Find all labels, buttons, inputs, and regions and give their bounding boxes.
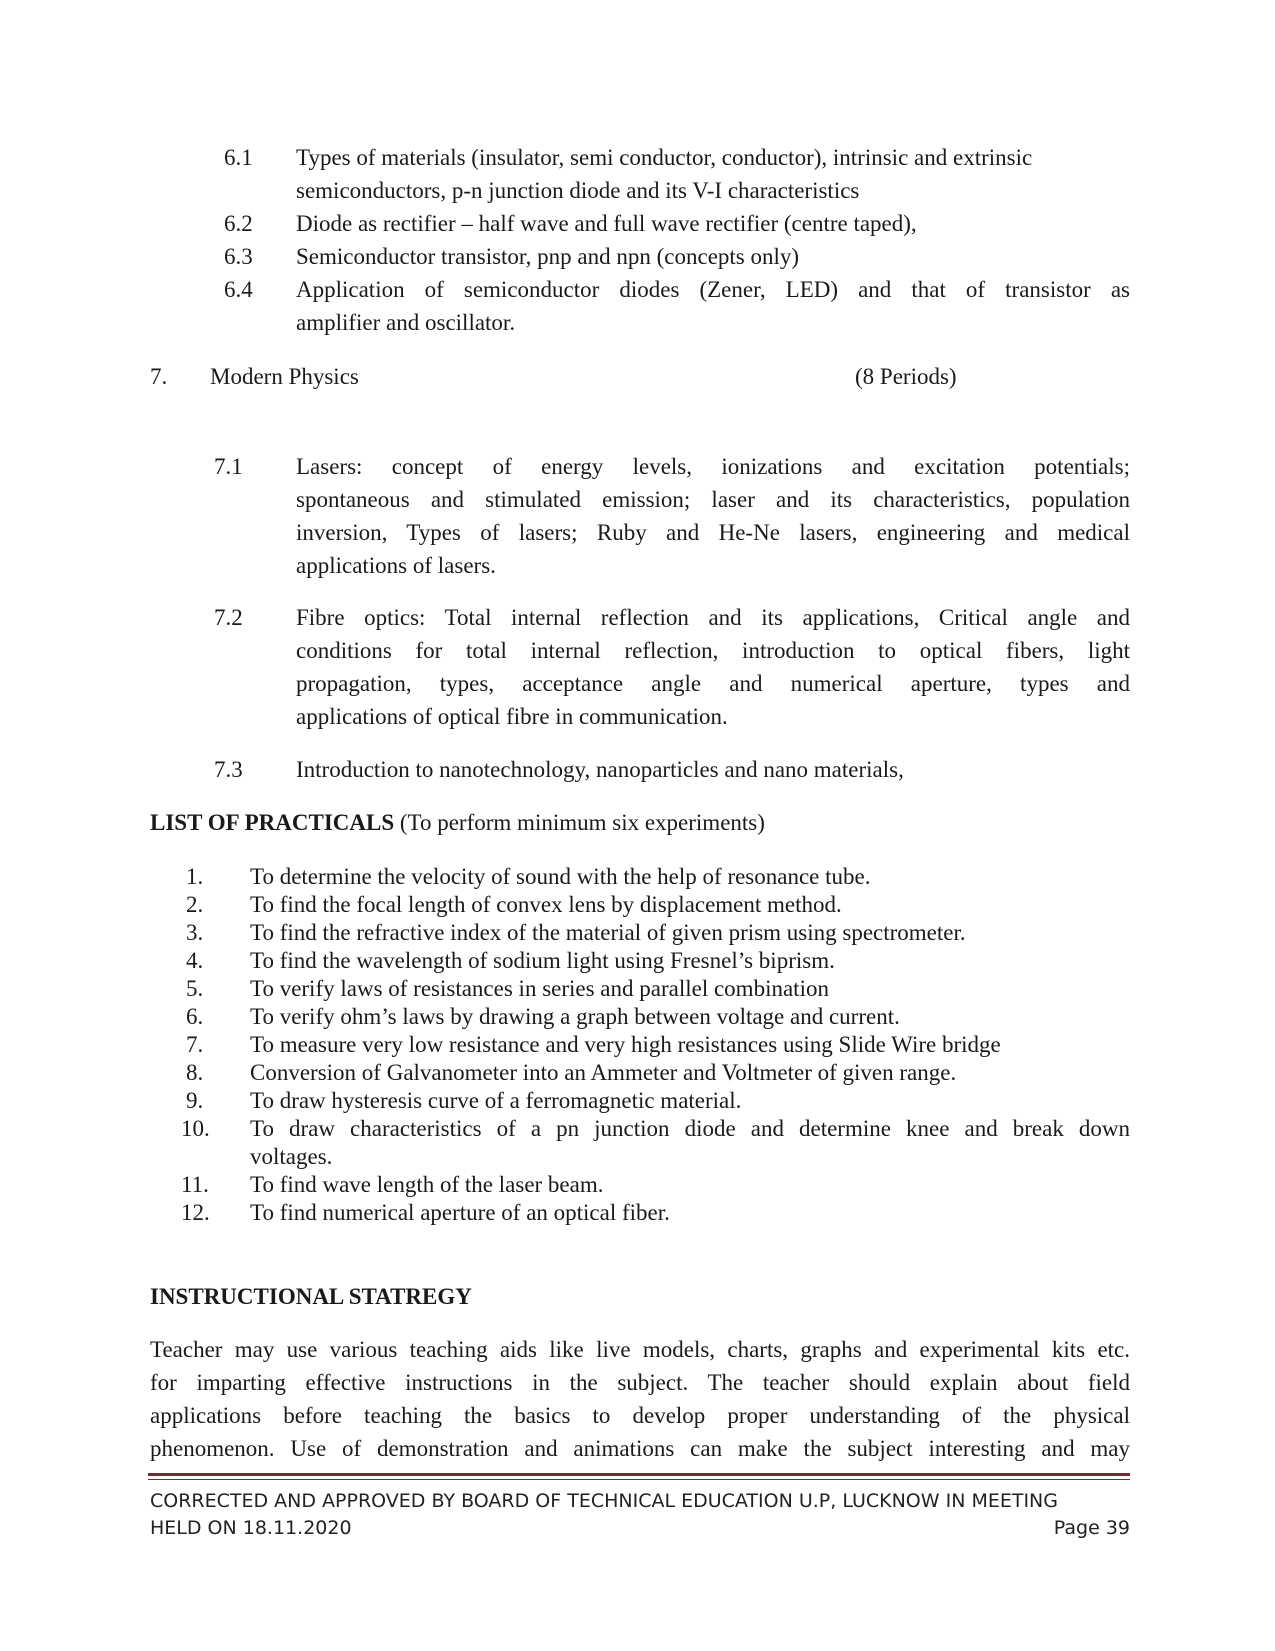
item-text-line: Semiconductor transistor, pnp and npn (concepts only): [296, 244, 800, 269]
item-text-line: propagation, types, acceptance angle and numerical aperture, types and: [296, 671, 1130, 696]
list-item: [150, 948, 1130, 978]
footer-rule-thin: [148, 1479, 1130, 1480]
item-text-line: conditions for total internal reflection, introduction to optical fibers, light: [296, 638, 1130, 663]
item-text-line: Types of materials (insulator, semi conductor, conductor), intrinsic and extrinsic: [296, 145, 1033, 170]
list-item-number: 7.: [186, 1032, 204, 1057]
item-text-line: inversion, Types of lasers; Ruby and He-Ne lasers, engineering and medical: [296, 520, 1130, 545]
list-item-number: 8.: [186, 1060, 204, 1085]
list-item: [150, 1032, 1130, 1062]
practicals-title: LIST OF PRACTICALS: [150, 810, 395, 835]
list-item-text: To find wave length of the laser beam.: [250, 1172, 604, 1197]
list-item-text: To find the focal length of convex lens by displacement method.: [250, 892, 842, 917]
list-item-number: 2.: [186, 892, 204, 917]
list-item: [150, 920, 1130, 950]
list-item-text: To find numerical aperture of an optical fiber.: [250, 1200, 670, 1225]
list-item-text: To determine the velocity of sound with the help of resonance tube.: [250, 864, 871, 889]
item-number: 6.2: [224, 211, 253, 236]
list-item-number: 1.: [186, 864, 204, 889]
list-item: [150, 1172, 1130, 1202]
footer-date-line: HELD ON 18.11.2020: [150, 1517, 352, 1539]
item-number: 6.1: [224, 145, 253, 170]
list-item: [150, 1200, 1130, 1230]
paragraph-line: applications before teaching the basics to develop proper understanding of the physical: [150, 1403, 1130, 1428]
list-item-text: To find the wavelength of sodium light using Fresnel’s biprism.: [250, 948, 835, 973]
section-number: 7.: [150, 364, 168, 389]
list-item-number: 5.: [186, 976, 204, 1001]
footer-rule: [148, 1473, 1130, 1476]
list-item-number: 3.: [186, 920, 204, 945]
item-text-line: Application of semiconductor diodes (Zener, LED) and that of transistor as: [296, 277, 1130, 302]
list-item: [150, 1116, 1130, 1174]
list-item: [150, 864, 1130, 894]
item-text-line: applications of lasers.: [296, 553, 496, 578]
list-item: [150, 1088, 1130, 1118]
item-number: 7.3: [214, 757, 243, 782]
list-item-number: 6.: [186, 1004, 204, 1029]
list-item: [150, 1004, 1130, 1034]
list-item-text: Conversion of Galvanometer into an Ammeter and Voltmeter of given range.: [250, 1060, 957, 1085]
footer-approval-line: CORRECTED AND APPROVED BY BOARD OF TECHNICAL EDUCATION U.P, LUCKNOW IN MEETING: [150, 1490, 1058, 1512]
list-item-number: 12.: [181, 1200, 210, 1225]
list-item-text: To verify ohm’s laws by drawing a graph between voltage and current.: [250, 1004, 900, 1029]
list-item-number: 4.: [186, 948, 204, 973]
item-text-line: amplifier and oscillator.: [296, 310, 516, 335]
list-item: [150, 1060, 1130, 1090]
practicals-heading: [150, 810, 765, 836]
practicals-note: (To perform minimum six experiments): [399, 810, 765, 835]
page-number: Page 39: [1053, 1517, 1130, 1539]
list-item-text: To verify laws of resistances in series and parallel combination: [250, 976, 829, 1001]
item-number: 6.4: [224, 277, 253, 302]
item-text-line: Diode as rectifier – half wave and full wave rectifier (centre taped),: [296, 211, 917, 236]
list-item-number: 9.: [186, 1088, 204, 1113]
list-item: [150, 976, 1130, 1006]
item-number: 6.3: [224, 244, 253, 269]
list-item-text: To measure very low resistance and very high resistances using Slide Wire bridge: [250, 1032, 1001, 1057]
item-text-line: Introduction to nanotechnology, nanoparticles and nano materials,: [296, 757, 904, 782]
item-text-line: spontaneous and stimulated emission; laser and its characteristics, population: [296, 487, 1130, 512]
item-text-line: semiconductors, p-n junction diode and its V-I characteristics: [296, 178, 860, 203]
list-item-text: To draw characteristics of a pn junction diode and determine knee and break down: [250, 1116, 1130, 1141]
paragraph-line: for imparting effective instructions in the subject. The teacher should explain about field: [150, 1370, 1130, 1395]
strategy-heading: INSTRUCTIONAL STATREGY: [150, 1284, 472, 1309]
item-text-line: applications of optical fibre in communication.: [296, 704, 728, 729]
section-periods: (8 Periods): [855, 364, 957, 389]
list-item: [150, 892, 1130, 922]
list-item-number: 11.: [181, 1172, 209, 1197]
list-item-text: To find the refractive index of the material of given prism using spectrometer.: [250, 920, 966, 945]
item-text-line: Fibre optics: Total internal reflection and its applications, Critical angle and: [296, 605, 1130, 630]
list-item-text: To draw hysteresis curve of a ferromagnetic material.: [250, 1088, 742, 1113]
item-text-line: Lasers: concept of energy levels, ionizations and excitation potentials;: [296, 454, 1130, 479]
paragraph-line: phenomenon. Use of demonstration and animations can make the subject interesting and may: [150, 1436, 1130, 1461]
paragraph-line: Teacher may use various teaching aids like live models, charts, graphs and experimental kits etc.: [150, 1337, 1130, 1362]
list-item-number: 10.: [181, 1116, 210, 1141]
list-item-text-continued: voltages.: [250, 1144, 333, 1169]
item-number: 7.1: [214, 454, 243, 479]
item-number: 7.2: [214, 605, 243, 630]
section-title: Modern Physics: [210, 364, 359, 389]
